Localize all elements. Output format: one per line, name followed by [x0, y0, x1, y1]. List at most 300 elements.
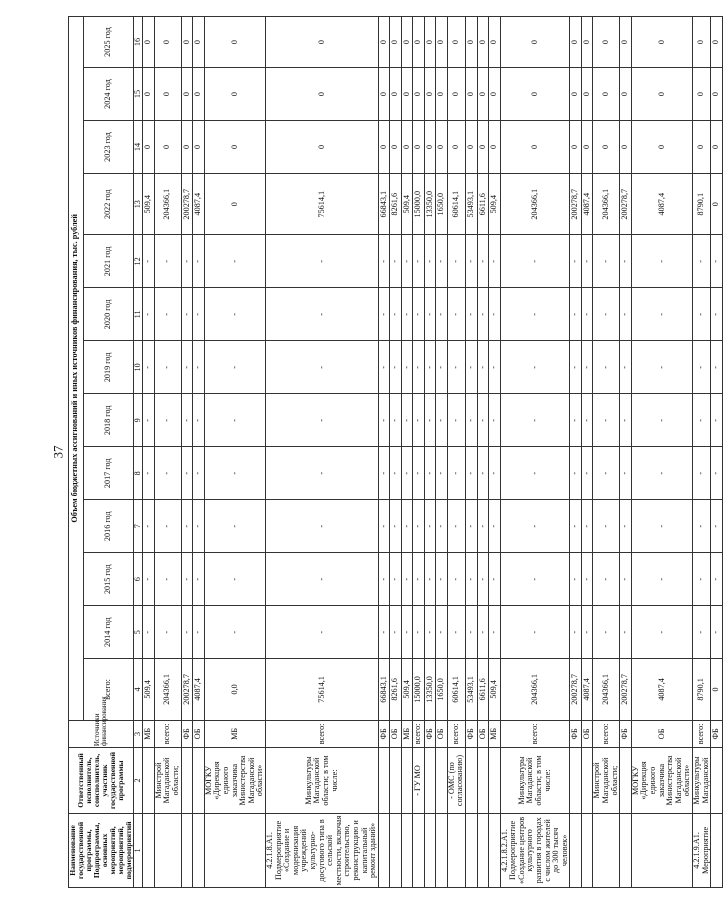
- row-value: 0: [413, 17, 425, 68]
- row-value: 60614,1: [447, 173, 465, 234]
- row-value: -: [143, 553, 155, 606]
- row-value: -: [204, 553, 265, 606]
- row-value: 4087,4: [631, 173, 692, 234]
- row-value: -: [413, 500, 425, 553]
- row-value: -: [143, 606, 155, 659]
- row-value: -: [154, 235, 181, 288]
- row-value: -: [581, 447, 593, 500]
- table-row: [390, 17, 402, 888]
- row-value: -: [193, 341, 205, 394]
- row-value: -: [204, 447, 265, 500]
- row-value: 0: [489, 68, 501, 121]
- row-responsible: Минстрой Магаданской области;: [593, 748, 620, 814]
- row-value: 0: [466, 17, 478, 68]
- row-value: 0: [620, 17, 632, 68]
- row-value: -: [424, 500, 436, 553]
- row-value: -: [265, 235, 378, 288]
- row-value: 0: [193, 17, 205, 68]
- row-responsible: [466, 748, 478, 814]
- row-value: 0: [424, 17, 436, 68]
- row-value: -: [181, 553, 193, 606]
- row-name: 4.2.1.9.A1. Мероприятие: [693, 813, 711, 887]
- row-value: -: [500, 553, 570, 606]
- row-value: -: [593, 341, 620, 394]
- row-name: [631, 813, 692, 887]
- row-name: 4.2.1.8.A1. Подмероприятие «Создание и модернизация учреждений культурно-досугового типа в сельской местности, включая строительство, реконструкцию и капитальный ремонт зданий»: [265, 813, 378, 887]
- row-value: 200278,7: [181, 659, 193, 720]
- row-value: -: [477, 394, 489, 447]
- row-name: 4.2.1.8.2.A1. Подмероприятие «Создание центров культурного развития в городах с числом жителей до 300 тысяч человек»: [500, 813, 570, 887]
- row-value: -: [693, 394, 711, 447]
- row-value: -: [489, 447, 501, 500]
- row-value: 0: [570, 68, 582, 121]
- row-value: -: [447, 288, 465, 341]
- header-year: 2021 год: [83, 235, 133, 288]
- row-source: МБ: [204, 720, 265, 748]
- row-value: 0: [477, 68, 489, 121]
- row-value: -: [489, 394, 501, 447]
- table-row: [424, 17, 436, 888]
- row-source: ФБ: [181, 720, 193, 748]
- header-total: всего:: [83, 659, 133, 720]
- row-value: -: [413, 447, 425, 500]
- row-value: -: [500, 341, 570, 394]
- row-value: 0: [466, 121, 478, 174]
- row-value: 0: [489, 121, 501, 174]
- row-source: ФБ: [378, 720, 390, 748]
- row-value: 0: [570, 121, 582, 174]
- row-value: 204366,1: [593, 659, 620, 720]
- row-value: -: [693, 447, 711, 500]
- row-value: 0: [436, 68, 448, 121]
- row-responsible: [181, 748, 193, 814]
- row-value: -: [436, 235, 448, 288]
- row-value: -: [500, 447, 570, 500]
- row-value: -: [581, 606, 593, 659]
- column-number: 15: [133, 68, 143, 121]
- row-value: 1650,0: [436, 659, 448, 720]
- row-value: 0: [436, 121, 448, 174]
- row-value: -: [424, 606, 436, 659]
- row-value: -: [489, 553, 501, 606]
- row-value: -: [500, 394, 570, 447]
- row-value: 0: [447, 121, 465, 174]
- row-value: -: [181, 341, 193, 394]
- row-name: [593, 813, 620, 887]
- row-value: 4087,4: [631, 659, 692, 720]
- row-value: -: [424, 341, 436, 394]
- row-value: -: [489, 606, 501, 659]
- row-value: 15000,0: [413, 173, 425, 234]
- row-value: -: [447, 500, 465, 553]
- row-value: 0: [593, 121, 620, 174]
- row-source: ФБ: [711, 720, 723, 748]
- table-row: [570, 17, 582, 888]
- row-value: -: [620, 553, 632, 606]
- row-value: -: [466, 500, 478, 553]
- row-value: -: [424, 288, 436, 341]
- column-number: 12: [133, 235, 143, 288]
- row-responsible: [193, 748, 205, 814]
- row-value: -: [265, 288, 378, 341]
- row-value: -: [570, 606, 582, 659]
- row-value: 509,4: [143, 173, 155, 234]
- row-value: -: [631, 553, 692, 606]
- row-value: 66843,1: [378, 659, 390, 720]
- header-name: Наименование государственной программы, Подпрограммы, основных мероприятий, мероприятий, подмероприятий: [69, 813, 134, 887]
- row-value: 6611,6: [477, 659, 489, 720]
- row-value: -: [711, 341, 723, 394]
- row-value: 0: [204, 68, 265, 121]
- row-value: 0: [401, 17, 413, 68]
- row-value: -: [401, 341, 413, 394]
- row-responsible: [143, 748, 155, 814]
- row-value: -: [424, 235, 436, 288]
- row-source: ОБ: [390, 720, 402, 748]
- column-number: 14: [133, 121, 143, 174]
- row-responsible: Минкультуры Магаданской области; в том числе:: [500, 748, 570, 814]
- row-name: [401, 813, 413, 887]
- row-value: 75614,1: [265, 173, 378, 234]
- row-value: -: [711, 553, 723, 606]
- row-value: -: [581, 288, 593, 341]
- row-value: 4087,4: [193, 659, 205, 720]
- row-value: -: [581, 341, 593, 394]
- row-value: -: [711, 500, 723, 553]
- row-value: -: [378, 394, 390, 447]
- row-value: 0: [378, 68, 390, 121]
- row-value: -: [154, 447, 181, 500]
- row-value: 0: [436, 17, 448, 68]
- row-value: -: [500, 288, 570, 341]
- row-value: -: [620, 447, 632, 500]
- row-value: -: [581, 394, 593, 447]
- row-value: -: [401, 447, 413, 500]
- row-value: 0: [413, 68, 425, 121]
- row-value: 8261,6: [390, 173, 402, 234]
- row-responsible: - ОМС (по согласованию): [447, 748, 465, 814]
- row-source: МБ: [489, 720, 501, 748]
- row-value: 0: [466, 68, 478, 121]
- row-value: -: [593, 606, 620, 659]
- row-value: -: [181, 606, 193, 659]
- row-responsible: МОГКУ «Дирекция единого заказчика Министерства Магаданской области»: [631, 748, 692, 814]
- row-source: всего:: [413, 720, 425, 748]
- row-value: -: [489, 288, 501, 341]
- row-value: 0: [631, 17, 692, 68]
- row-responsible: [424, 748, 436, 814]
- row-value: 0: [204, 121, 265, 174]
- row-value: -: [265, 500, 378, 553]
- row-value: -: [143, 288, 155, 341]
- row-value: -: [489, 500, 501, 553]
- column-number: 6: [133, 553, 143, 606]
- row-value: -: [143, 500, 155, 553]
- row-value: 0: [154, 17, 181, 68]
- row-value: -: [593, 288, 620, 341]
- row-value: -: [154, 553, 181, 606]
- row-name: [424, 813, 436, 887]
- table-row: [401, 17, 413, 888]
- row-source: ОБ: [581, 720, 593, 748]
- row-value: -: [570, 500, 582, 553]
- row-value: -: [477, 500, 489, 553]
- row-value: 4087,4: [581, 173, 593, 234]
- row-source: ФБ: [570, 720, 582, 748]
- row-value: 0: [378, 121, 390, 174]
- row-value: -: [193, 606, 205, 659]
- row-value: -: [413, 394, 425, 447]
- row-responsible: [378, 748, 390, 814]
- row-source: МБ: [143, 720, 155, 748]
- row-value: 0: [570, 17, 582, 68]
- row-value: 0: [693, 17, 711, 68]
- column-number: 13: [133, 173, 143, 234]
- column-number: 10: [133, 341, 143, 394]
- row-value: 0: [143, 17, 155, 68]
- row-value: 0: [265, 121, 378, 174]
- row-value: 0: [500, 68, 570, 121]
- row-value: 204366,1: [154, 173, 181, 234]
- row-value: -: [378, 288, 390, 341]
- row-value: -: [570, 235, 582, 288]
- row-value: -: [204, 288, 265, 341]
- row-source: всего:: [693, 720, 711, 748]
- row-value: 204366,1: [593, 173, 620, 234]
- row-value: -: [631, 288, 692, 341]
- row-value: -: [193, 447, 205, 500]
- row-value: -: [265, 394, 378, 447]
- row-value: -: [711, 394, 723, 447]
- table-row: [711, 17, 723, 888]
- column-number: 4: [133, 659, 143, 720]
- row-value: -: [181, 288, 193, 341]
- row-value: 8790,1: [693, 173, 711, 234]
- row-responsible: [401, 748, 413, 814]
- row-value: -: [390, 341, 402, 394]
- row-value: 0: [265, 68, 378, 121]
- row-value: -: [154, 606, 181, 659]
- row-value: 66843,1: [378, 173, 390, 234]
- row-source: ОБ: [631, 720, 692, 748]
- row-value: -: [378, 606, 390, 659]
- row-value: -: [193, 288, 205, 341]
- row-value: 200278,7: [181, 173, 193, 234]
- row-value: -: [378, 447, 390, 500]
- table-row: [447, 17, 465, 888]
- row-value: 53493,1: [466, 659, 478, 720]
- column-number: 11: [133, 288, 143, 341]
- row-value: -: [436, 500, 448, 553]
- row-value: 0: [693, 121, 711, 174]
- table-row: [193, 17, 205, 888]
- row-value: -: [401, 606, 413, 659]
- row-value: -: [204, 500, 265, 553]
- row-value: -: [581, 553, 593, 606]
- header-year: 2018 год: [83, 394, 133, 447]
- row-value: -: [711, 606, 723, 659]
- row-value: -: [401, 235, 413, 288]
- row-responsible: [570, 748, 582, 814]
- row-value: -: [447, 606, 465, 659]
- row-value: 4087,4: [193, 173, 205, 234]
- row-value: -: [436, 447, 448, 500]
- row-value: -: [265, 553, 378, 606]
- row-responsible: МОГКУ «Дирекция единого заказчика Министерства Магаданской области»: [204, 748, 265, 814]
- row-value: 0: [390, 17, 402, 68]
- column-number: 7: [133, 500, 143, 553]
- row-value: -: [620, 606, 632, 659]
- row-value: -: [378, 500, 390, 553]
- row-value: 1650,0: [436, 173, 448, 234]
- row-name: [413, 813, 425, 887]
- row-value: 0: [204, 17, 265, 68]
- row-responsible: [620, 748, 632, 814]
- header-year: 2024 год: [83, 68, 133, 121]
- row-value: -: [378, 341, 390, 394]
- column-number: 2: [133, 748, 143, 814]
- row-source: всего:: [265, 720, 378, 748]
- row-value: 0: [593, 68, 620, 121]
- row-value: -: [631, 341, 692, 394]
- column-number: 8: [133, 447, 143, 500]
- table-row: [154, 17, 181, 888]
- row-value: 0: [581, 121, 593, 174]
- table-row: [581, 17, 593, 888]
- row-value: -: [466, 447, 478, 500]
- row-value: -: [401, 553, 413, 606]
- row-responsible: [489, 748, 501, 814]
- row-value: -: [466, 606, 478, 659]
- row-value: -: [693, 606, 711, 659]
- row-value: 0: [447, 68, 465, 121]
- row-value: -: [477, 606, 489, 659]
- header-year: 2025 год: [83, 17, 133, 68]
- row-value: 0: [265, 17, 378, 68]
- row-value: 0: [593, 17, 620, 68]
- row-name: [466, 813, 478, 887]
- row-responsible: [436, 748, 448, 814]
- row-value: -: [390, 235, 402, 288]
- column-number: 9: [133, 394, 143, 447]
- row-value: -: [477, 341, 489, 394]
- row-responsible: Минстрой Магаданской области;: [154, 748, 181, 814]
- row-value: 13350,0: [424, 173, 436, 234]
- row-name: [447, 813, 465, 887]
- row-value: -: [390, 447, 402, 500]
- row-value: -: [154, 500, 181, 553]
- row-source: ФБ: [424, 720, 436, 748]
- header-year: 2019 год: [83, 341, 133, 394]
- row-value: -: [413, 288, 425, 341]
- header-responsible: Ответственный исполнитель, соисполнитель, участник государственной программы: [69, 748, 134, 814]
- table-row: [693, 17, 711, 888]
- table-row: [489, 17, 501, 888]
- row-value: 0: [424, 121, 436, 174]
- row-value: 0: [711, 121, 723, 174]
- row-value: -: [447, 447, 465, 500]
- row-value: 509,4: [401, 659, 413, 720]
- row-value: 0: [424, 68, 436, 121]
- row-value: 8261,6: [390, 659, 402, 720]
- row-value: -: [436, 553, 448, 606]
- row-value: -: [390, 500, 402, 553]
- row-value: -: [500, 606, 570, 659]
- row-value: 204366,1: [500, 659, 570, 720]
- row-value: -: [631, 235, 692, 288]
- row-value: -: [181, 394, 193, 447]
- row-value: 0: [447, 17, 465, 68]
- row-responsible: [711, 748, 723, 814]
- row-name: [378, 813, 390, 887]
- row-value: -: [154, 288, 181, 341]
- row-value: 0: [631, 121, 692, 174]
- row-value: -: [711, 235, 723, 288]
- row-source: всего:: [500, 720, 570, 748]
- row-value: -: [204, 606, 265, 659]
- row-value: 0: [711, 68, 723, 121]
- row-source: ОБ: [193, 720, 205, 748]
- row-value: -: [447, 553, 465, 606]
- row-value: -: [631, 500, 692, 553]
- row-value: -: [424, 447, 436, 500]
- row-value: -: [693, 235, 711, 288]
- column-number: 16: [133, 17, 143, 68]
- row-value: 75614,1: [265, 659, 378, 720]
- row-value: -: [390, 553, 402, 606]
- row-value: -: [466, 235, 478, 288]
- row-value: 0: [204, 173, 265, 234]
- row-value: -: [489, 235, 501, 288]
- table-row: [143, 17, 155, 888]
- row-responsible: Минкультуры Магаданской области; в том числе:: [265, 748, 378, 814]
- row-value: 0: [378, 17, 390, 68]
- row-value: 200278,7: [570, 173, 582, 234]
- row-value: 0: [390, 68, 402, 121]
- row-value: -: [570, 447, 582, 500]
- row-value: -: [631, 447, 692, 500]
- row-value: -: [477, 288, 489, 341]
- row-value: -: [447, 394, 465, 447]
- row-value: -: [424, 394, 436, 447]
- table-row: [466, 17, 478, 888]
- table-row: [436, 17, 448, 888]
- row-value: -: [424, 553, 436, 606]
- row-value: -: [204, 341, 265, 394]
- row-value: -: [436, 394, 448, 447]
- row-value: -: [570, 553, 582, 606]
- row-value: -: [436, 606, 448, 659]
- row-value: 0: [581, 17, 593, 68]
- row-value: -: [620, 341, 632, 394]
- header-year: 2014 год: [83, 606, 133, 659]
- row-value: 0: [711, 173, 723, 234]
- row-value: 0: [401, 68, 413, 121]
- row-name: [489, 813, 501, 887]
- row-value: -: [143, 447, 155, 500]
- row-responsible: [390, 748, 402, 814]
- row-value: -: [477, 235, 489, 288]
- row-value: 0: [143, 68, 155, 121]
- row-value: 0: [181, 68, 193, 121]
- row-value: 0: [413, 121, 425, 174]
- row-value: 6611,6: [477, 173, 489, 234]
- row-value: -: [631, 394, 692, 447]
- row-value: -: [466, 553, 478, 606]
- row-value: -: [390, 606, 402, 659]
- table-row: [500, 17, 570, 888]
- row-value: 0: [143, 121, 155, 174]
